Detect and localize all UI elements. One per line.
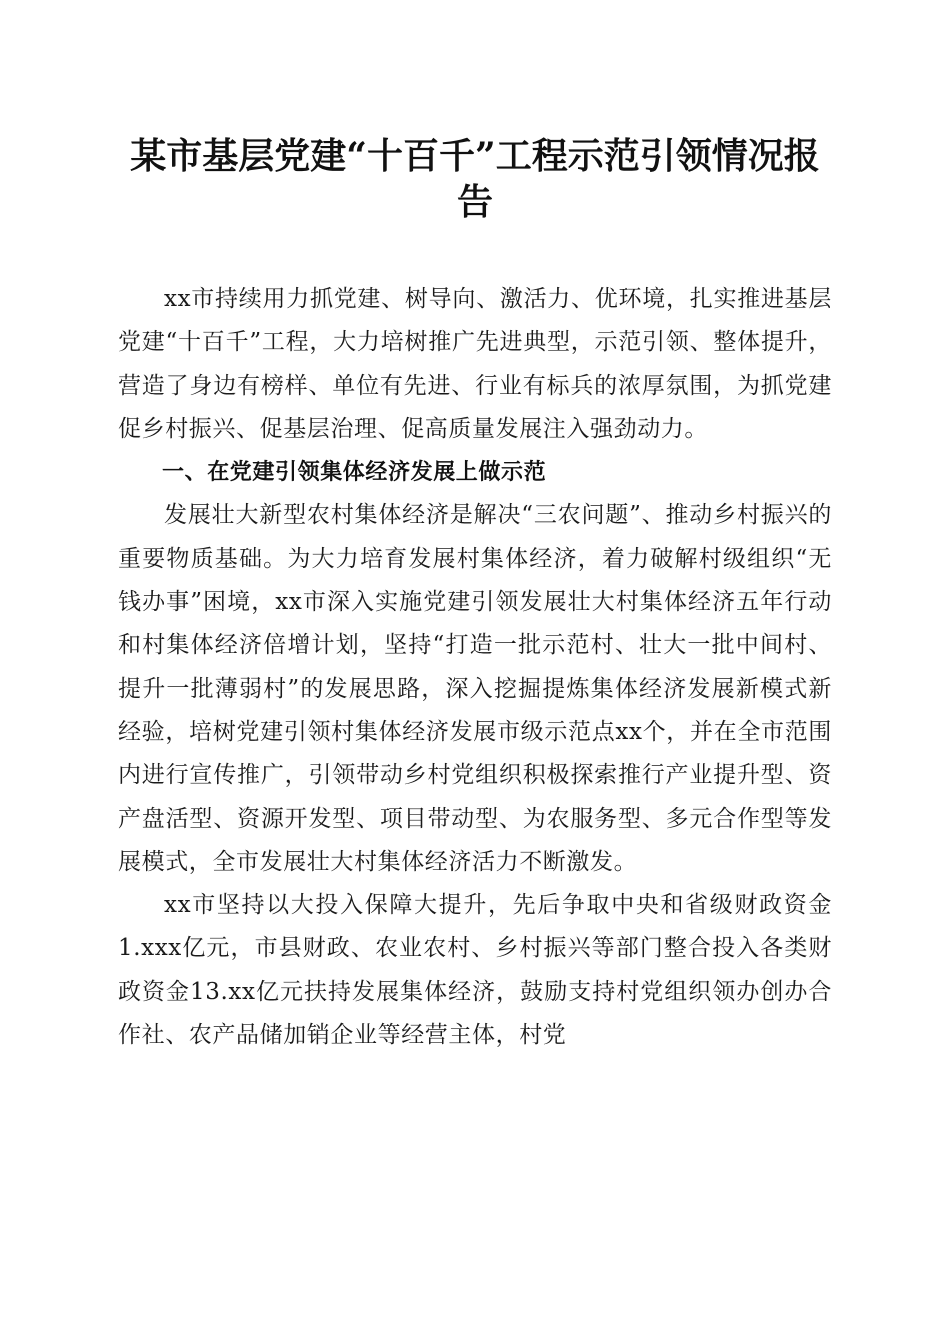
section-1-paragraph-1: 发展壮大新型农村集体经济是解决“三农问题”、推动乡村振兴的重要物质基础。为大力培育发展村集体经济，着力破解村级组织“无钱办事”困境，xx市深入实施党建引领发展壮大村集体经济五年行动和村集体经济倍增计划，坚持“打造一批示范村、壮大一批中间村、提升一批薄弱村”的发展思路，深入挖掘提炼集体经济发展新模式新经验，培树党建引领村集体经济发展市级示范点xx个，并在全市范围内进行宣传推广，引领带动乡村党组织积极探索推行产业提升型、资产盘活型、资源开发型、项目带动型、为农服务型、多元合作型等发展模式，全市发展壮大村集体经济活力不断激发。	[118, 502, 832, 875]
section-1-heading: 一、在党建引领集体经济发展上做示范	[162, 460, 547, 486]
intro-paragraph: xx市持续用力抓党建、树导向、激活力、优环境，扎实推进基层党建“十百千”工程，大力培树推广先进典型，示范引领、整体提升，营造了身边有榜样、单位有先进、行业有标兵的浓厚氛围，为抓党建促乡村振兴、促基层治理、促高质量发展注入强劲动力。	[118, 286, 832, 442]
document-title: 某市基层党建“十百千”工程示范引领情况报告	[130, 135, 820, 223]
section-1-paragraph-2: xx市坚持以大投入保障大提升，先后争取中央和省级财政资金1.xxx亿元，市县财政、农业农村、乡村振兴等部门整合投入各类财政资金13.xx亿元扶持发展集体经济，鼓励支持村党组织领办创办合作社、农产品储加销企业等经营主体，村党	[118, 892, 832, 1049]
document-body	[118, 278, 832, 1057]
